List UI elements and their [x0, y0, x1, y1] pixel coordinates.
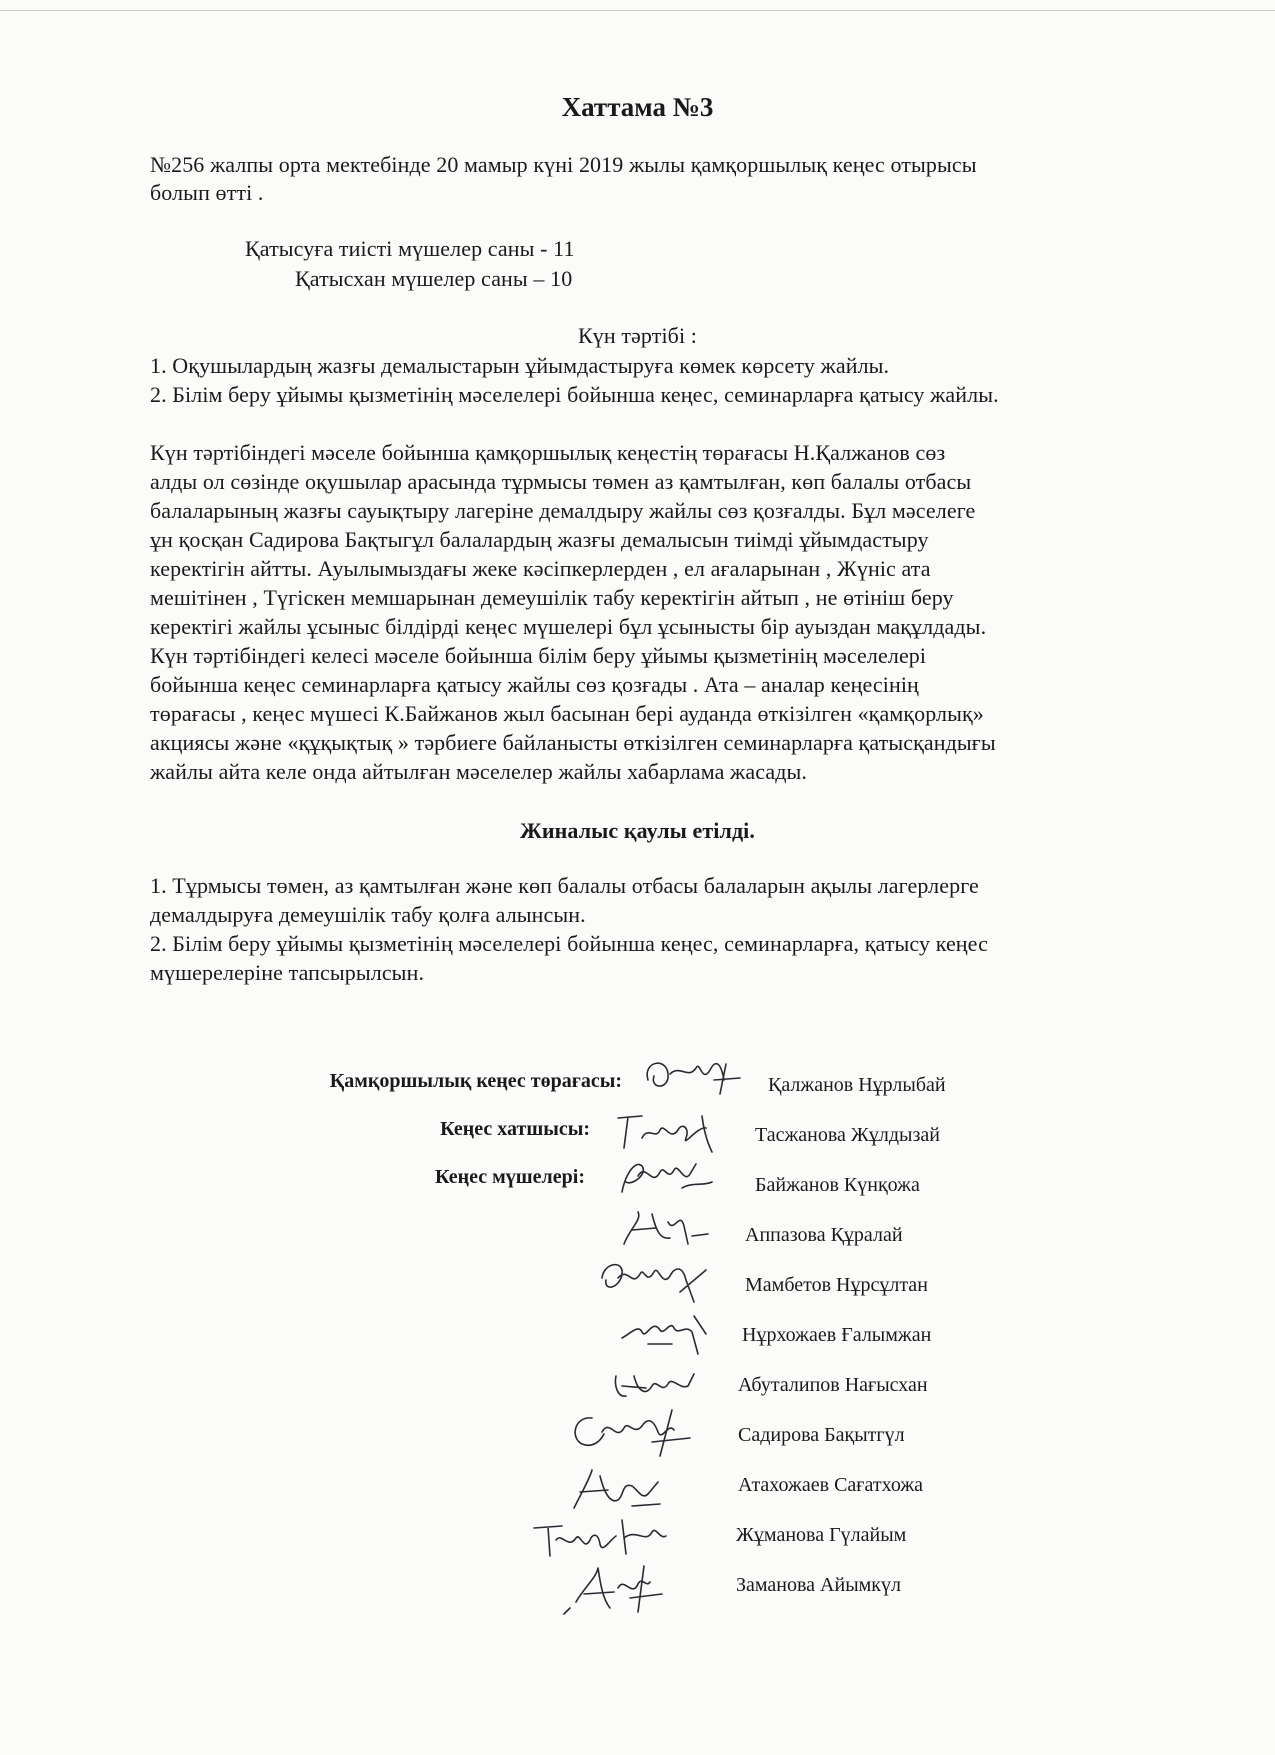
signature-member-7 [562, 1462, 672, 1516]
member-name-3: Байжанов Күнқожа [755, 1174, 920, 1196]
resolution-line-4: мүшерелеріне тапсырылсын. [150, 960, 425, 985]
attendance-present: Қатысхан мүшелер саны – 10 [295, 266, 573, 291]
body-line-10: төрағасы , кеңес мүшесі К.Байжанов жыл басынан бері ауданда өткізілген «қамқорлық» [150, 701, 984, 726]
agenda-heading: Күн тәртібі : [578, 323, 697, 348]
member-name-2: Тасжанова Жұлдызай [755, 1124, 940, 1146]
signature-member-5 [604, 1356, 704, 1408]
intro-line-1: №256 жалпы орта мектебінде 20 мамыр күні 2019 жылы қамқоршылық кеңес отырысы [150, 152, 977, 177]
member-name-4: Аппазова Құралай [745, 1224, 903, 1246]
body-line-9: бойынша кеңес семинарларға қатысу жайлы сөз қозғады . Ата – аналар кеңесінің [150, 672, 919, 697]
member-name-11: Заманова Айымкүл [736, 1574, 901, 1596]
member-name-9: Атахожаев Сағатхожа [738, 1474, 924, 1496]
member-name-7: Абуталипов Нағысхан [738, 1374, 928, 1396]
agenda-item-2: 2. Білім беру ұйымы қызметінің мәселелері бойынша кеңес, семинарларға қатысу жайлы. [150, 382, 999, 407]
body-line-3: балаларының жазғы сауықтыру лагеріне демалдыру жайлы сөз қозғалды. Бұл мәселеге [150, 498, 976, 523]
resolution-line-3: 2. Білім беру ұйымы қызметінің мәселелері бойынша кеңес, семинарларға, қатысу кеңес [150, 931, 988, 956]
member-name-8: Садирова Бақытгүл [738, 1424, 905, 1446]
resolution-line-1: 1. Тұрмысы төмен, аз қамтылған және көп балалы отбасы балаларын ақылы лагерлерге [150, 873, 979, 898]
signature-member-6 [562, 1402, 702, 1462]
signature-member-2 [612, 1200, 712, 1252]
body-line-1: Күн тәртібіндегі мәселе бойынша қамқоршылық кеңестің төрағасы Н.Қалжанов сөз [150, 440, 946, 465]
member-name-5: Мамбетов Нұрсұлтан [745, 1274, 928, 1296]
body-line-6: мешітінен , Түгіскен мемшарынан демеушілік табу керектігін айтып , не өтініш беру [150, 585, 954, 610]
member-name-10: Жұманова Гүлайым [736, 1524, 907, 1546]
body-line-8: Күн тәртібіндегі келесі мәселе бойынша білім беру ұйымы қызметінің мәселелері [150, 643, 927, 668]
member-name-1: Қалжанов Нұрлыбай [768, 1074, 946, 1096]
resolution-heading: Жиналыс қаулы етілді. [520, 818, 755, 843]
signature-secretary [612, 1108, 722, 1156]
signature-member-9 [560, 1558, 670, 1620]
signature-chair [640, 1050, 750, 1100]
chair-label: Қамқоршылық кеңес төрағасы: [329, 1070, 622, 1092]
body-line-7: керектігі жайлы ұсыныс білдірді кеңес мүшелері бұл ұсынысты бір ауыздан мақұлдады. [150, 614, 987, 639]
body-line-4: ұн қосқан Садирова Бақтыгұл балалардың жазғы демалысын тиімді ұйымдастыру [150, 527, 929, 552]
signature-member-4 [612, 1304, 722, 1360]
members-label: Кеңес мүшелері: [435, 1166, 585, 1188]
member-name-6: Нұрхожаев Ғалымжан [742, 1324, 932, 1346]
signature-member-1 [612, 1152, 722, 1202]
secretary-label: Кеңес хатшысы: [440, 1118, 590, 1140]
body-line-5: керектігін айтты. Ауылымыздағы жеке кәсіпкерлерден , ел ағаларынан , Жүніс ата [150, 556, 931, 581]
agenda-item-1: 1. Оқушылардың жазғы демалыстарын ұйымдастыруға көмек көрсету жайлы. [150, 353, 890, 378]
attendance-required: Қатысуға тиісті мүшелер саны - 11 [245, 236, 575, 261]
intro-line-2: болып өтті . [150, 180, 264, 205]
body-line-2: алды ол сөзінде оқушылар арасында тұрмысы төмен аз қамтылған, көп балалы отбасы [150, 469, 972, 494]
resolution-line-2: демалдыруға демеушілік табу қолға алынсын. [150, 902, 586, 927]
scan-top-edge [0, 10, 1275, 11]
signature-member-3 [594, 1252, 714, 1306]
body-line-11: акциясы және «құқықтық » тәрбиеге байланысты өткізілген семинарларға қатысқандығы [150, 730, 996, 755]
document-title: Хаттама №3 [561, 92, 714, 122]
body-line-12: жайлы айта келе онда айтылған мәселелер жайлы хабарлама жасады. [150, 759, 807, 784]
